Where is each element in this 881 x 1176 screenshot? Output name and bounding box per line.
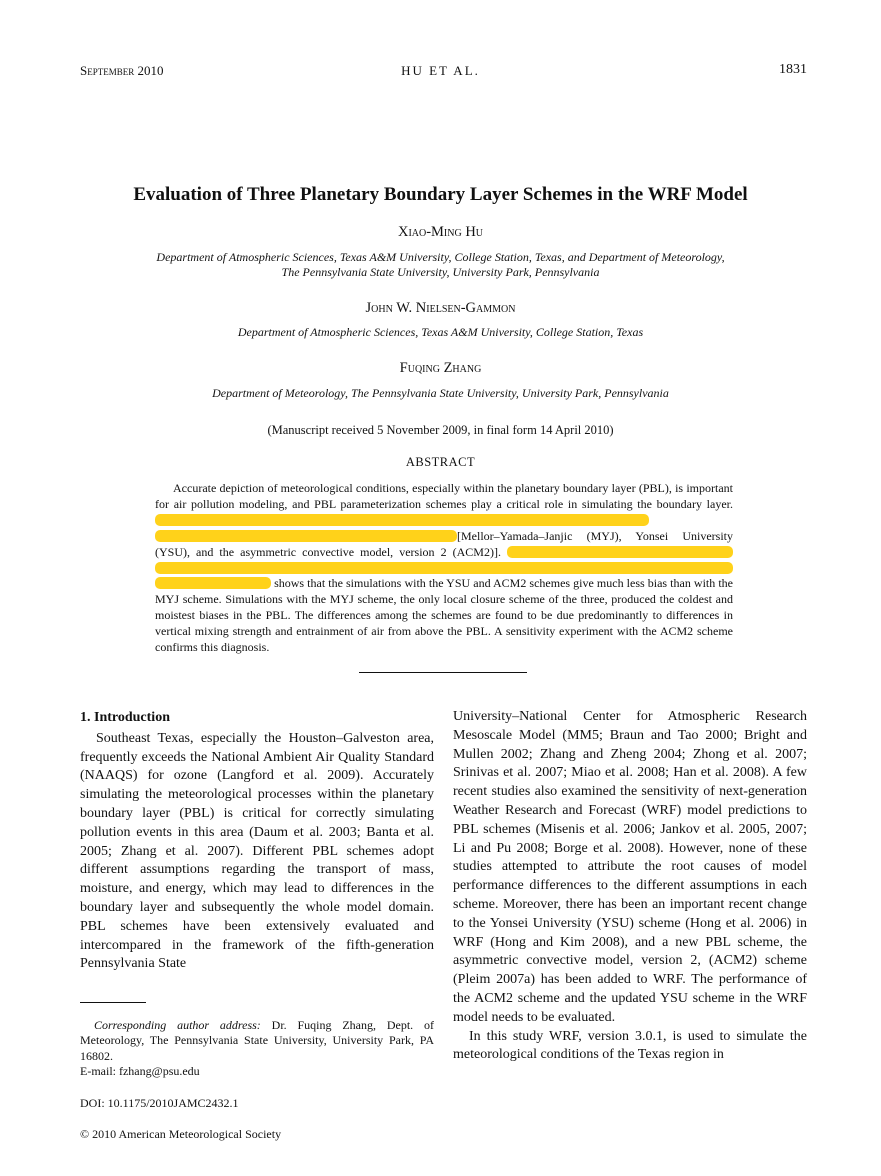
abstract-body	[155, 481, 733, 656]
footnote-label: Corresponding author address:	[94, 1018, 261, 1032]
abstract-separator	[359, 672, 527, 673]
left-column	[80, 709, 434, 974]
section-heading: 1. Introduction	[80, 710, 170, 725]
redaction-highlight	[155, 530, 457, 542]
running-header-authors: HU ET AL.	[401, 63, 480, 78]
doi: DOI: 10.1175/2010JAMC2432.1	[80, 1096, 239, 1110]
author-affiliation-1: Department of Atmospheric Sciences, Texas A&M University, College Station, Texas, and Department of Meteorology, The Pennsylvania State University, University Park, Pennsylvania	[156, 250, 725, 279]
author-affiliation-3: Department of Meteorology, The Pennsylvania State University, University Park, Pennsylvania	[212, 386, 669, 400]
author-name-1: Xiao-Ming Hu	[397, 224, 484, 240]
redaction-highlight	[507, 546, 733, 558]
author-affiliation-2: Department of Atmospheric Sciences, Texas A&M University, College Station, Texas	[237, 325, 644, 339]
footnote-text: Dr. Fuqing Zhang, Dept. of Meteorology, The Pennsylvania State University, University Park, PA 16802.	[80, 1018, 434, 1063]
paper-title: Evaluation of Three Planetary Boundary Layer Schemes in the WRF Model	[133, 184, 748, 205]
redaction-highlight	[155, 577, 271, 589]
intro-paragraph-3: In this study WRF, version 3.0.1, is used to simulate the meteorological conditions of the Texas region in	[453, 1028, 807, 1063]
footnote	[80, 1018, 434, 1080]
copyright: © 2010 American Meteorological Society	[80, 1127, 282, 1141]
intro-paragraph-2: University–National Center for Atmospheric Research Mesoscale Model (MM5; Braun and Tao 2000; Bright and Mullen 2002; Zhang and Zheng 2004; Zhong et al. 2007; Srinivas et al. 2007; Miao et al. 2008; Han et al. 2008). A few recent studies also examined the sensitivity of next-generation Weather Research and Forecast (WRF) model predictions to PBL schemes (Misenis et al. 2006; Jankov et al. 2005, 2007; Li and Pu 2008; Borge et al. 2008). However, none of these studies attempted to attribute the root causes of model performance differences to the different assumptions in each scheme. Moreover, there has been an important recent change to the Yonsei University (YSU) scheme (Hong et al. 2006) in WRF (Hong and Kim 2008), and a new PBL scheme, the asymmetric convective model, version 2, (ACM2) scheme (Pleim 2007a) has been added to WRF. The performance of the ACM2 scheme and the updated YSU scheme in the WRF model needs to be evaluated.	[453, 709, 807, 1025]
redaction-highlight	[155, 562, 733, 574]
manuscript-dates: (Manuscript received 5 November 2009, in final form 14 April 2010)	[267, 423, 614, 437]
right-column	[453, 708, 807, 1065]
running-header-date: September 2010	[80, 63, 164, 78]
page-number: 1831	[779, 62, 807, 77]
author-name-2: John W. Nielsen-Gammon	[365, 300, 516, 316]
intro-paragraph-1: Southeast Texas, especially the Houston–Galveston area, frequently exceeds the National Ambient Air Quality Standard (NAAQS) for ozone (Langford et al. 2009). Accurately simulating the meteorological processes within the planetary boundary layer (PBL) is critical for correctly simulating pollution events in this area (Daum et al. 2003; Banta et al. 2005; Zhang et al. 2007). Different PBL schemes adopt different assumptions regarding the transport of mass, moisture, and energy, which may lead to differences in the boundary layer and subsequently the whole model domain. PBL schemes have been extensively evaluated and intercompared in the framework of the fifth-generation Pennsylvania State	[80, 730, 434, 972]
abstract-text-1: Accurate depiction of meteorological conditions, especially within the planetary boundary layer (PBL), is important for air pollution modeling, and PBL parameterization schemes play a critical role in simulating the boundary layer.	[155, 481, 733, 511]
abstract-text-3: shows that the simulations with the YSU and ACM2 schemes give much less bias than with the MYJ scheme. Simulations with the MYJ scheme, the only local closure scheme of the three, produced the coldest and moistest biases in the PBL. The differences among the schemes are found to be due predominantly to differences in vertical mixing strength and entrainment of air from above the PBL. A sensitivity experiment with the ACM2 scheme confirms this diagnosis.	[155, 576, 734, 655]
footnote-rule	[80, 1002, 146, 1003]
footnote-email: E-mail: fzhang@psu.edu	[80, 1064, 200, 1079]
abstract-text-2: [Mellor–Yamada–Janjic (MYJ), Yonsei University (YSU), and the asymmetric convective model, version 2 (ACM2)].	[155, 528, 733, 559]
redaction-highlight	[155, 514, 649, 526]
author-name-3: Fuqing Zhang	[399, 360, 482, 376]
abstract-heading: ABSTRACT	[405, 455, 476, 469]
